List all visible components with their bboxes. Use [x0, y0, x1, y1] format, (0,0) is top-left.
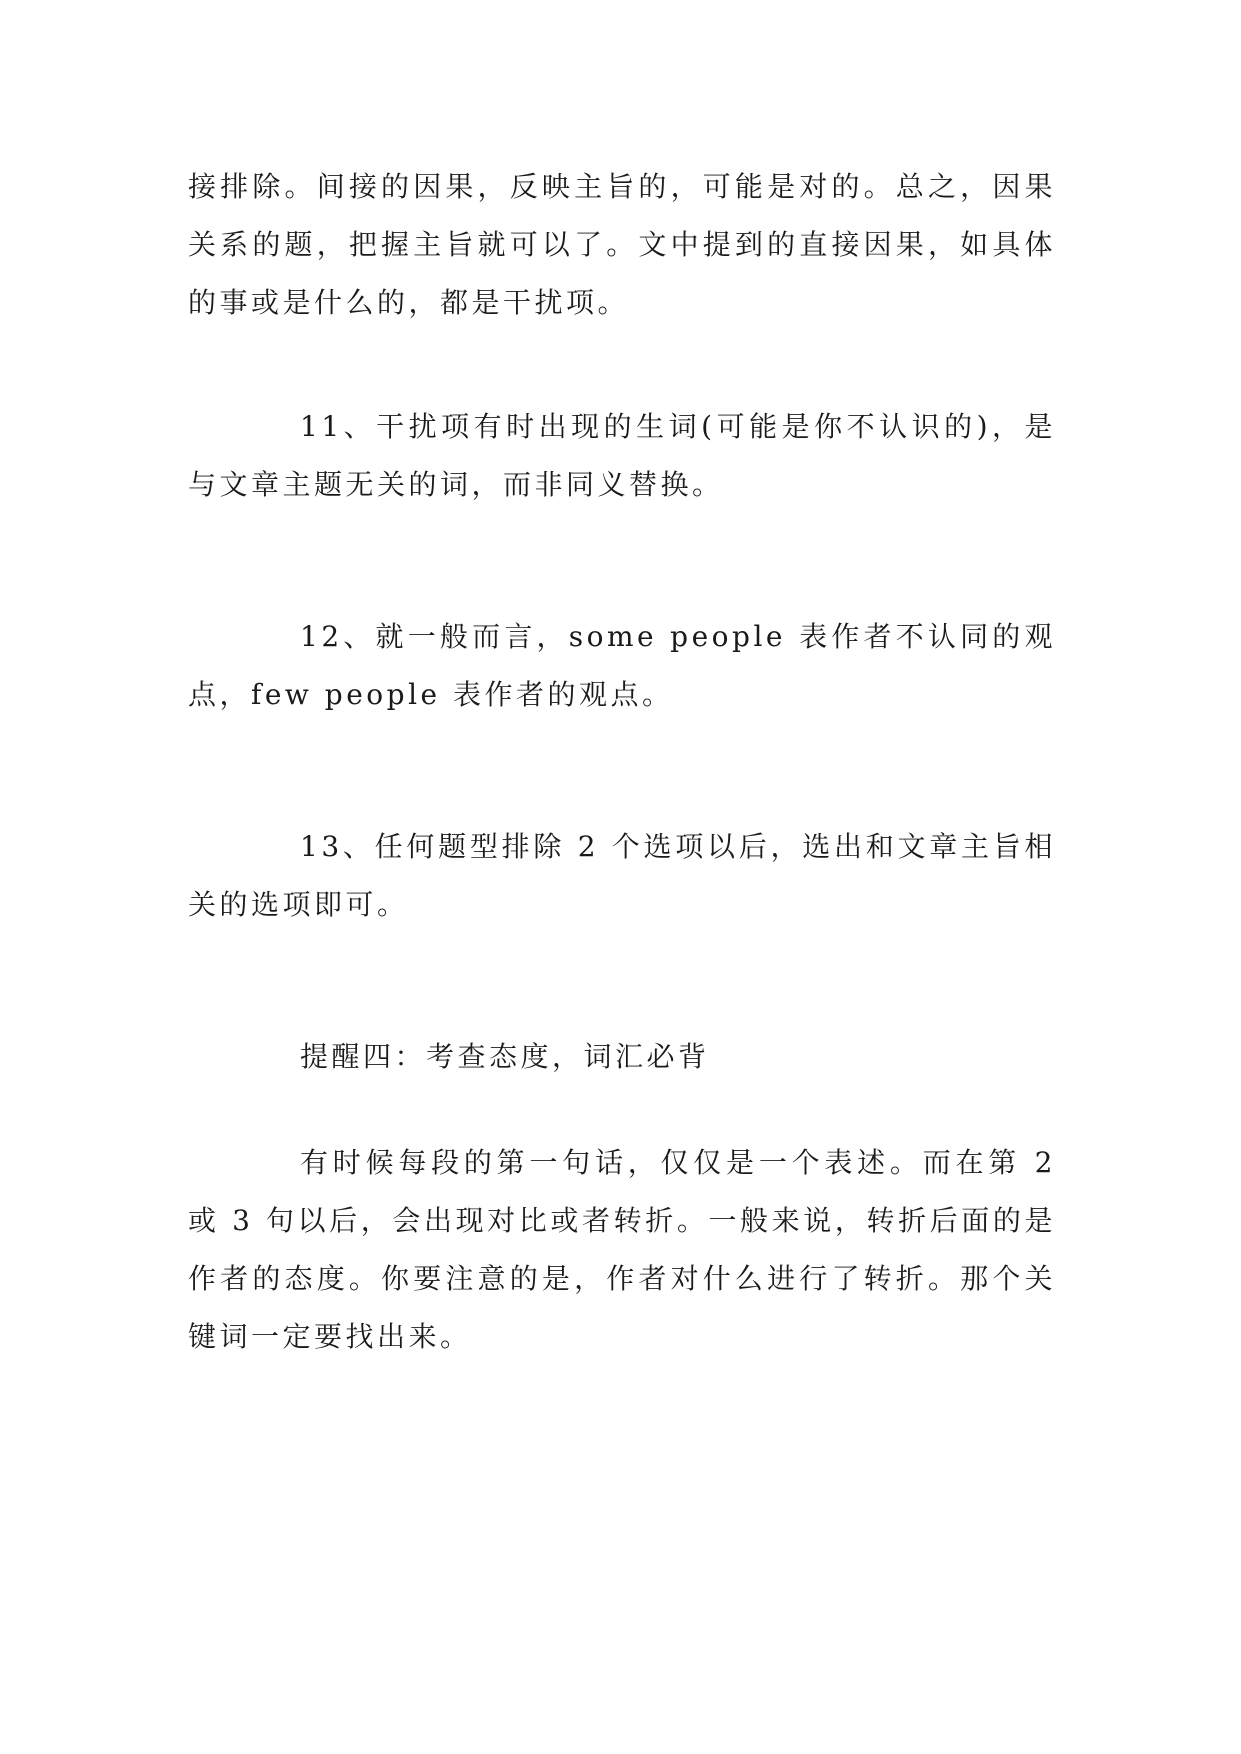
paragraph-tip-13: 13、任何题型排除 2 个选项以后，选出和文章主旨相关的选项即可。 — [188, 830, 1056, 921]
paragraph-tip-12: 12、就一般而言，some people 表作者不认同的观点，few people 表作者的观点。 — [188, 620, 1056, 711]
paragraph-attitude-body: 有时候每段的第一句话，仅仅是一个表述。而在第 2 或 3 句以后，会出现对比或者转折。一般来说，转折后面的是作者的态度。你要注意的是，作者对什么进行了转折。那个关键词一定要找出来。 — [188, 1146, 1056, 1353]
paragraph-causal-continuation: 接排除。间接的因果，反映主旨的，可能是对的。总之，因果关系的题，把握主旨就可以了。文中提到的直接因果，如具体的事或是什么的，都是干扰项。 — [188, 170, 1056, 319]
paragraph-tip-11: 11、干扰项有时出现的生词(可能是你不认识的)，是与文章主题无关的词，而非同义替换。 — [188, 410, 1056, 501]
section-heading-reminder-4: 提醒四：考查态度，词汇必背 — [300, 1040, 710, 1073]
